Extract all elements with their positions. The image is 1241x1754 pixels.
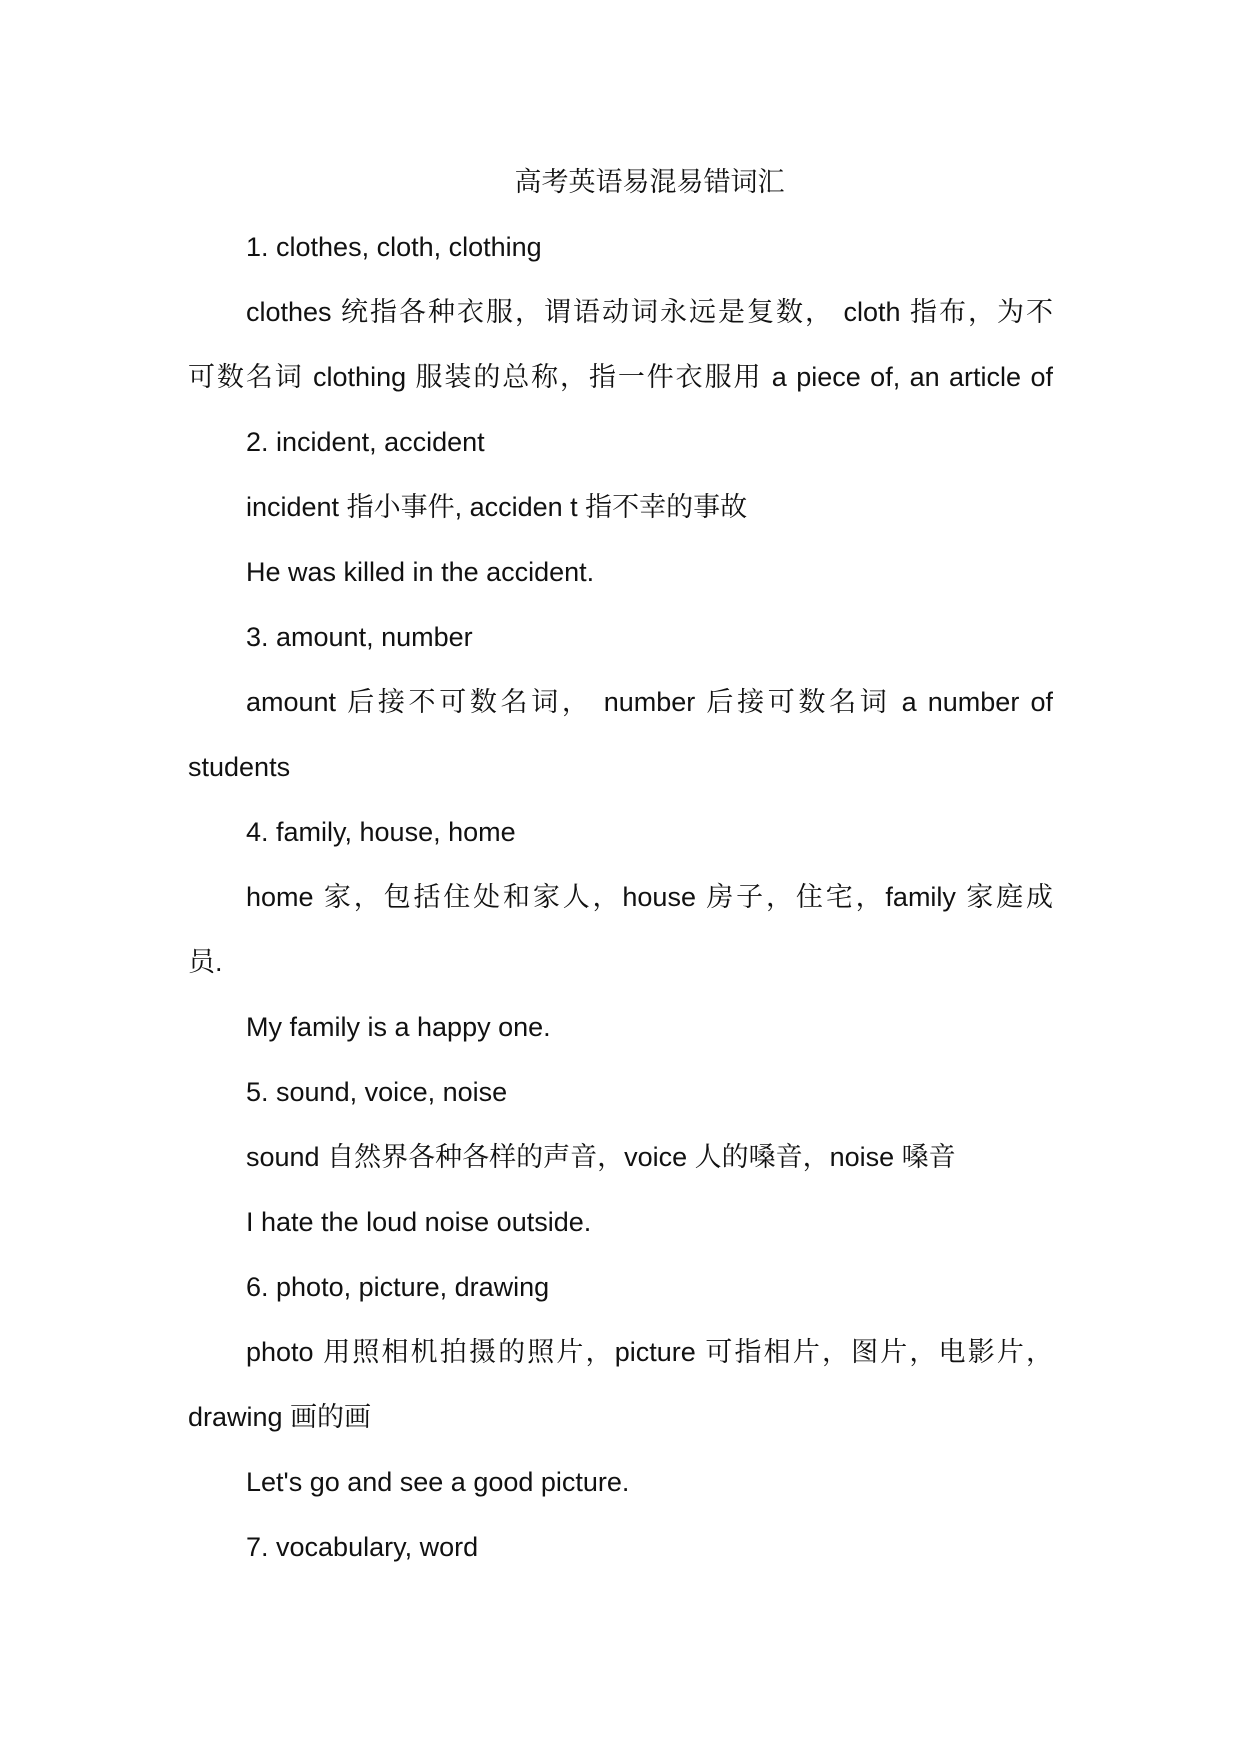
paragraph-example-4 bbox=[188, 995, 1053, 1060]
paragraph-line: 可数名词 clothing 服装的总称，指一件衣服用 a piece of, an article of bbox=[188, 362, 1053, 392]
paragraph-line: home 家，包括住处和家人，house 房子，住宅，family 家庭成 bbox=[246, 882, 1053, 912]
paragraph-line: 1. clothes, cloth, clothing bbox=[246, 232, 542, 262]
paragraph-explanation-6 bbox=[188, 1320, 1053, 1450]
paragraph-explanation-3 bbox=[188, 670, 1053, 800]
paragraph-example-5 bbox=[188, 1190, 1053, 1255]
paragraph-example-6 bbox=[188, 1450, 1053, 1515]
paragraph-heading-6 bbox=[188, 1255, 1053, 1320]
paragraph-line: amount 后接不可数名词， number 后接可数名词 a number of bbox=[246, 687, 1053, 717]
paragraph-heading-5 bbox=[188, 1060, 1053, 1125]
paragraph-line: clothes 统指各种衣服，谓语动词永远是复数， cloth 指布，为不 bbox=[246, 297, 1053, 327]
paragraph-explanation-1 bbox=[188, 280, 1053, 410]
paragraph-line: 4. family, house, home bbox=[246, 817, 516, 847]
paragraph-line: incident 指小事件, acciden t 指不幸的事故 bbox=[246, 492, 748, 522]
paragraph-line: I hate the loud noise outside. bbox=[246, 1207, 592, 1237]
paragraph-line: photo 用照相机拍摄的照片，picture 可指相片，图片，电影片， bbox=[246, 1337, 1053, 1367]
paragraph-line: students bbox=[188, 752, 291, 782]
paragraph-line: drawing 画的画 bbox=[188, 1402, 372, 1432]
paragraph-line: He was killed in the accident. bbox=[246, 557, 595, 587]
paragraph-line: 5. sound, voice, noise bbox=[246, 1077, 508, 1107]
paragraph-line: 员. bbox=[188, 947, 223, 977]
paragraph-heading-7 bbox=[188, 1515, 1053, 1580]
paragraph-line: 3. amount, number bbox=[246, 622, 473, 652]
paragraph-explanation-2 bbox=[188, 475, 1053, 540]
paragraph-heading-1 bbox=[188, 215, 1053, 280]
document-title: 高考英语易混易错词汇 bbox=[514, 167, 785, 198]
paragraph-heading-3 bbox=[188, 605, 1053, 670]
paragraph-line: My family is a happy one. bbox=[246, 1012, 551, 1042]
paragraph-line: 2. incident, accident bbox=[246, 427, 485, 457]
paragraph-line: 6. photo, picture, drawing bbox=[246, 1272, 550, 1302]
paragraph-heading-4 bbox=[188, 800, 1053, 865]
paragraph-line: sound 自然界各种各样的声音，voice 人的嗓音，noise 嗓音 bbox=[246, 1142, 956, 1172]
paragraph-example-2 bbox=[188, 540, 1053, 605]
paragraph-line: 7. vocabulary, word bbox=[246, 1532, 479, 1562]
paragraph-explanation-4 bbox=[188, 865, 1053, 995]
paragraph-heading-2 bbox=[188, 410, 1053, 475]
paragraph-line: Let's go and see a good picture. bbox=[246, 1467, 630, 1497]
paragraph-explanation-5 bbox=[188, 1125, 1053, 1190]
document-page bbox=[188, 150, 1053, 1580]
